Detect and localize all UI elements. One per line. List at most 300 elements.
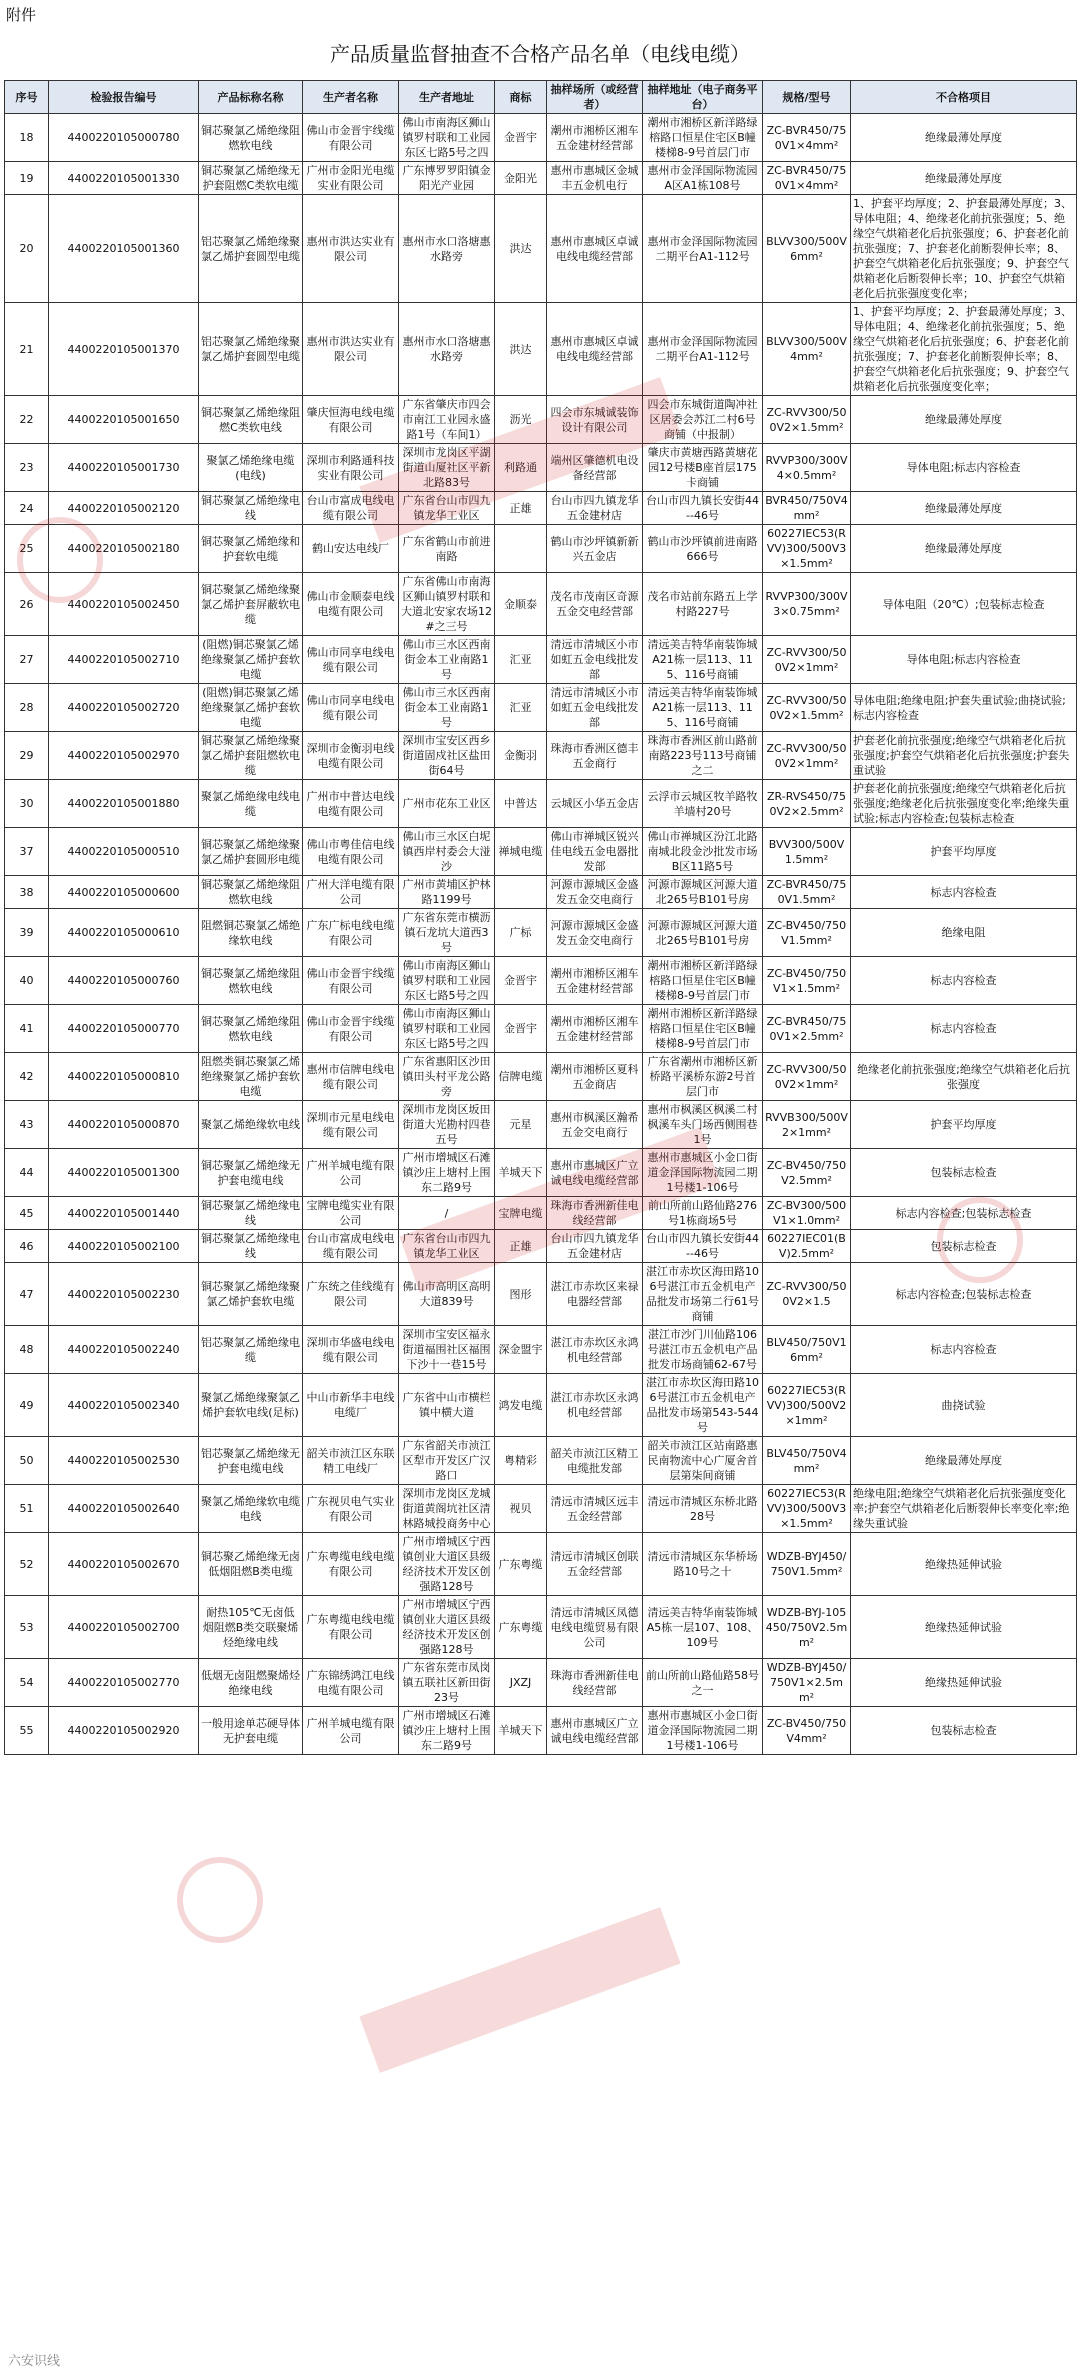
manufacturer-name: 广东统之佳线缆有限公司 <box>303 1263 399 1326</box>
row-number: 48 <box>5 1326 49 1374</box>
brand <box>495 876 547 909</box>
specification: ZC-RVV300/500V2×1.5mm² <box>763 396 851 444</box>
specification: ZC-BV450/750V2.5mm² <box>763 1149 851 1197</box>
report-number: 4400220105000600 <box>49 876 199 909</box>
sampling-address: 河源市源城区河源大道北265号B101号房 <box>643 909 763 957</box>
row-number: 42 <box>5 1053 49 1101</box>
specification: WDZB-BYJ450/750V1.5mm² <box>763 1533 851 1596</box>
sampling-address: 湛江市赤坎区海田路106号湛江市五金机电产品批发市场第543-544号 <box>643 1374 763 1437</box>
manufacturer-address: 广州市增城区石滩镇沙庄上塘村上围东二路9号 <box>399 1707 495 1755</box>
sampling-venue: 湛江市赤坎区永鸿机电经营部 <box>547 1326 643 1374</box>
manufacturer-name: 广州羊城电缆有限公司 <box>303 1707 399 1755</box>
report-number: 4400220105002710 <box>49 636 199 684</box>
report-number: 4400220105000770 <box>49 1005 199 1053</box>
product-name: 铜芯聚氯乙烯绝缘聚氯乙烯护套圆形电缆 <box>199 828 303 876</box>
manufacturer-address: 广东博罗罗阳镇金阳光产业园 <box>399 162 495 195</box>
manufacturer-address: 广州市黄埔区护林路1199号 <box>399 876 495 909</box>
report-number: 4400220105001370 <box>49 303 199 396</box>
specification: BLV450/750V4mm² <box>763 1437 851 1485</box>
sampling-address: 珠海市香洲区前山路前南路223号113号商铺之二 <box>643 732 763 780</box>
manufacturer-name: 佛山市同享电线电缆有限公司 <box>303 636 399 684</box>
defect-items: 绝缘最薄处厚度 <box>851 162 1077 195</box>
row-number: 28 <box>5 684 49 732</box>
table-row <box>5 444 1077 492</box>
row-number: 23 <box>5 444 49 492</box>
defect-items: 包装标志检查 <box>851 1230 1077 1263</box>
brand: 深金盟宇 <box>495 1326 547 1374</box>
sampling-venue: 清远市清城区创联五金经营部 <box>547 1533 643 1596</box>
attachment-label: 附件 <box>6 6 37 24</box>
specification: 60227IEC53(RVV)300/500V2×1mm² <box>763 1374 851 1437</box>
brand: 洪达 <box>495 303 547 396</box>
manufacturer-address: 广东省东莞市凤岗镇五联社区新田街23号 <box>399 1659 495 1707</box>
brand: 金阳光 <box>495 162 547 195</box>
defect-items: 标志内容检查 <box>851 957 1077 1005</box>
manufacturer-name: 广东锦绣鸿江电线电缆有限公司 <box>303 1659 399 1707</box>
table-row <box>5 1596 1077 1659</box>
defect-items: 标志内容检查;包装标志检查 <box>851 1197 1077 1230</box>
sampling-venue: 清远市清城区远丰五金经营部 <box>547 1485 643 1533</box>
sampling-venue: 茂名市茂南区奇源五金交电经营部 <box>547 573 643 636</box>
manufacturer-address: 广东省鹤山市前进南路 <box>399 525 495 573</box>
report-number: 4400220105000870 <box>49 1101 199 1149</box>
manufacturer-name: 广东粤缆电线电缆有限公司 <box>303 1596 399 1659</box>
sampling-venue: 湛江市赤坎区来禄电器经营部 <box>547 1263 643 1326</box>
manufacturer-address: 广东省中山市横栏镇中横大道 <box>399 1374 495 1437</box>
brand: 中普达 <box>495 780 547 828</box>
manufacturer-address: 深圳市宝安区福永街道福围社区福围下沙十一巷15号 <box>399 1326 495 1374</box>
table-row <box>5 732 1077 780</box>
sampling-address: 鹤山市沙坪镇前进南路666号 <box>643 525 763 573</box>
defect-items: 包装标志检查 <box>851 1707 1077 1755</box>
product-name: 铜芯聚氯乙烯绝缘阻燃软电线 <box>199 1005 303 1053</box>
product-name: 聚氯乙烯绝缘电缆(电线) <box>199 444 303 492</box>
sampling-venue: 河源市源城区金盛发五金交电商行 <box>547 909 643 957</box>
brand: 利路通 <box>495 444 547 492</box>
manufacturer-name: 佛山市金晋宇线缆有限公司 <box>303 114 399 162</box>
defect-items: 绝缘最薄处厚度 <box>851 525 1077 573</box>
sampling-address: 惠州市枫溪区枫溪二村枫溪车头门场西侧围巷1号 <box>643 1101 763 1149</box>
specification: RVVP300/300V4×0.5mm² <box>763 444 851 492</box>
wechat-caption: 六安识线 <box>8 2354 61 2369</box>
table-row <box>5 1374 1077 1437</box>
product-name: 铜芯聚氯乙烯绝缘电线 <box>199 492 303 525</box>
row-number: 50 <box>5 1437 49 1485</box>
col-header: 序号 <box>5 81 49 114</box>
table-row <box>5 957 1077 1005</box>
col-header: 抽样场所（或经营者） <box>547 81 643 114</box>
defect-items: 绝缘电阻;绝缘空气烘箱老化后抗张强度变化率;护套空气烘箱老化后断裂伸长率变化率;绝缘失重试验 <box>851 1485 1077 1533</box>
specification: BLVV300/500V6mm² <box>763 195 851 303</box>
row-number: 26 <box>5 573 49 636</box>
sampling-address: 潮州市湘桥区新洋路绿榕路口恒星住宅区B幢楼梯8-9号首层门市 <box>643 957 763 1005</box>
row-number: 52 <box>5 1533 49 1596</box>
sampling-venue: 惠州市惠城区金城丰五金机电行 <box>547 162 643 195</box>
brand: 金顺泰 <box>495 573 547 636</box>
manufacturer-name: 台山市富成电线电缆有限公司 <box>303 492 399 525</box>
sampling-venue: 河源市源城区金盛发五金交电商行 <box>547 876 643 909</box>
product-name: 耐热105℃无卤低烟阻燃B类交联聚烯烃绝缘电线 <box>199 1596 303 1659</box>
manufacturer-address: 广东省佛山市南海区狮山镇罗村联和大道北安家农场12#之三号 <box>399 573 495 636</box>
row-number: 27 <box>5 636 49 684</box>
col-header: 产品标称名称 <box>199 81 303 114</box>
specification: BLV450/750V16mm² <box>763 1326 851 1374</box>
table-row <box>5 1197 1077 1230</box>
defect-items: 绝缘热延伸试验 <box>851 1596 1077 1659</box>
table-row <box>5 1659 1077 1707</box>
defect-items: 标志内容检查 <box>851 1326 1077 1374</box>
report-number: 4400220105002770 <box>49 1659 199 1707</box>
product-name: 铜芯聚氯乙烯绝缘无护套电缆电线 <box>199 1149 303 1197</box>
row-number: 38 <box>5 876 49 909</box>
specification: ZC-BVR450/750V1.5mm² <box>763 876 851 909</box>
product-name: 低烟无卤阻燃聚烯烃绝缘电线 <box>199 1659 303 1707</box>
manufacturer-name: 肇庆恒海电线电缆有限公司 <box>303 396 399 444</box>
manufacturer-name: 鹤山安达电线厂 <box>303 525 399 573</box>
product-name: 铝芯聚氯乙烯绝缘无护套电缆电线 <box>199 1437 303 1485</box>
manufacturer-address: 深圳市宝安区西乡街道固戍社区盐田街64号 <box>399 732 495 780</box>
manufacturer-address: 佛山市南海区狮山镇罗村联和工业园东区七路5号之四 <box>399 114 495 162</box>
sampling-address: 清远市清城区东桥北路28号 <box>643 1485 763 1533</box>
row-number: 53 <box>5 1596 49 1659</box>
sampling-venue: 佛山市禅城区锐兴佳电线五金电器批发部 <box>547 828 643 876</box>
defect-items: 护套老化前抗张强度;绝缘空气烘箱老化后抗张强度;绝缘老化后抗张强度变化率;绝缘失重试验;标志内容检查;包装标志检查 <box>851 780 1077 828</box>
report-number: 4400220105002100 <box>49 1230 199 1263</box>
manufacturer-name: 深圳市利路通科技实业有限公司 <box>303 444 399 492</box>
manufacturer-name: 宝牌电缆实业有限公司 <box>303 1197 399 1230</box>
sampling-address: 清远美吉特华南装饰城A5栋一层107、108、109号 <box>643 1596 763 1659</box>
report-number: 4400220105001300 <box>49 1149 199 1197</box>
table-row <box>5 1053 1077 1101</box>
table-row <box>5 525 1077 573</box>
brand: 金晋宇 <box>495 1005 547 1053</box>
manufacturer-name: 广东广标电线电缆有限公司 <box>303 909 399 957</box>
specification: 60227IEC53(RVV)300/500V3×1.5mm² <box>763 525 851 573</box>
table-row <box>5 396 1077 444</box>
product-name: (阻燃)铜芯聚氯乙烯绝缘聚氯乙烯护套软电缆 <box>199 636 303 684</box>
specification: RVVP300/300V3×0.75mm² <box>763 573 851 636</box>
brand <box>495 525 547 573</box>
row-number: 22 <box>5 396 49 444</box>
brand: 视贝 <box>495 1485 547 1533</box>
specification: ZC-RVV300/500V2×1.5 <box>763 1263 851 1326</box>
report-number: 4400220105001330 <box>49 162 199 195</box>
col-header: 抽样地址（电子商务平台） <box>643 81 763 114</box>
brand: 正雄 <box>495 1230 547 1263</box>
product-name: 铝芯聚氯乙烯绝缘电缆 <box>199 1326 303 1374</box>
row-number: 18 <box>5 114 49 162</box>
specification: ZC-BVR450/750V1×4mm² <box>763 114 851 162</box>
table-row <box>5 162 1077 195</box>
manufacturer-name: 广东粤缆电线电缆有限公司 <box>303 1533 399 1596</box>
sampling-address: 清远市清城区东华桥场路10号之十 <box>643 1533 763 1596</box>
brand: 金晋宇 <box>495 957 547 1005</box>
product-name: 铝芯聚氯乙烯绝缘聚氯乙烯护套圆型电缆 <box>199 195 303 303</box>
report-number: 4400220105002720 <box>49 684 199 732</box>
manufacturer-name: 佛山市金晋宇线缆有限公司 <box>303 957 399 1005</box>
manufacturer-address: 惠州市水口洛塘惠水路旁 <box>399 195 495 303</box>
sampling-address: 湛江市沙门川仙路106号湛江市五金机电产品批发市场商铺62-67号 <box>643 1326 763 1374</box>
manufacturer-address: 广州市增城区石滩镇沙庄上塘村上围东二路9号 <box>399 1149 495 1197</box>
col-header: 商标 <box>495 81 547 114</box>
row-number: 20 <box>5 195 49 303</box>
report-number: 4400220105002700 <box>49 1596 199 1659</box>
defect-items: 绝缘电阻 <box>851 909 1077 957</box>
report-number: 4400220105002180 <box>49 525 199 573</box>
row-number: 40 <box>5 957 49 1005</box>
noncompliant-products-table <box>4 80 1077 1755</box>
sampling-address: 惠州市惠城区小金口街道金泽国际物流园二期1号楼1-106号 <box>643 1707 763 1755</box>
report-number: 4400220105002240 <box>49 1326 199 1374</box>
table-row <box>5 114 1077 162</box>
specification: ZC-BV450/750V4mm² <box>763 1707 851 1755</box>
table-header-row <box>5 81 1077 114</box>
defect-items: 护套老化前抗张强度;绝缘空气烘箱老化后抗张强度;护套空气烘箱老化后抗张强度;护套失重试验 <box>851 732 1077 780</box>
brand: 广东粤缆 <box>495 1533 547 1596</box>
defect-items: 护套平均厚度 <box>851 828 1077 876</box>
sampling-venue: 端州区肇德机电设备经营部 <box>547 444 643 492</box>
product-name: (阻燃)铜芯聚氯乙烯绝缘聚氯乙烯护套软电缆 <box>199 684 303 732</box>
brand: 沥光 <box>495 396 547 444</box>
brand: 羊城天下 <box>495 1149 547 1197</box>
row-number: 47 <box>5 1263 49 1326</box>
manufacturer-address: 广东省东莞市横沥镇石龙坑大道西3号 <box>399 909 495 957</box>
product-name: 铜芯聚氯乙烯绝缘阻燃C类软电线 <box>199 396 303 444</box>
manufacturer-name: 深圳市金衡羽电线电缆有限公司 <box>303 732 399 780</box>
brand: 广东粤缆 <box>495 1596 547 1659</box>
product-name: 铜芯聚氯乙烯绝缘聚氯乙烯护套阻燃软电缆 <box>199 732 303 780</box>
sampling-venue: 四会市东城诚装饰设计有限公司 <box>547 396 643 444</box>
report-number: 4400220105002230 <box>49 1263 199 1326</box>
table-row <box>5 1263 1077 1326</box>
row-number: 51 <box>5 1485 49 1533</box>
sampling-address: 广东省潮州市湘桥区新桥路平溪桥东游2号首层门市 <box>643 1053 763 1101</box>
defect-items: 标志内容检查;包装标志检查 <box>851 1263 1077 1326</box>
sampling-address: 湛江市赤坎区海田路106号湛江市五金机电产品批发市场第二行61号商铺 <box>643 1263 763 1326</box>
defect-items: 绝缘最薄处厚度 <box>851 396 1077 444</box>
row-number: 41 <box>5 1005 49 1053</box>
sampling-venue: 台山市四九镇龙华五金建材店 <box>547 492 643 525</box>
sampling-venue: 潮州市湘桥区湘车五金建材经营部 <box>547 1005 643 1053</box>
report-number: 4400220105001650 <box>49 396 199 444</box>
brand: JXZJ <box>495 1659 547 1707</box>
table-row <box>5 636 1077 684</box>
manufacturer-address: 佛山市高明区高明大道839号 <box>399 1263 495 1326</box>
manufacturer-name: 广东视贝电气实业有限公司 <box>303 1485 399 1533</box>
sampling-venue: 云城区小华五金店 <box>547 780 643 828</box>
sampling-venue: 惠州市惠城区卓诚电线电缆经营部 <box>547 195 643 303</box>
sampling-address: 潮州市湘桥区新洋路绿榕路口恒星住宅区B幢楼梯8-9号首层门市 <box>643 1005 763 1053</box>
specification: BVR450/750V4mm² <box>763 492 851 525</box>
table-row <box>5 1326 1077 1374</box>
row-number: 43 <box>5 1101 49 1149</box>
report-number: 4400220105001440 <box>49 1197 199 1230</box>
sampling-venue: 珠海市香洲新佳电线经营部 <box>547 1197 643 1230</box>
row-number: 44 <box>5 1149 49 1197</box>
row-number: 55 <box>5 1707 49 1755</box>
manufacturer-name: 惠州市洪达实业有限公司 <box>303 195 399 303</box>
report-number: 4400220105002640 <box>49 1485 199 1533</box>
sampling-address: 惠州市金泽国际物流园A区A1栋108号 <box>643 162 763 195</box>
manufacturer-name: 广州羊城电缆有限公司 <box>303 1149 399 1197</box>
table-row <box>5 1485 1077 1533</box>
row-number: 24 <box>5 492 49 525</box>
sampling-address: 四会市东城街道陶冲社区居委会苏江二村6号商铺（中报制） <box>643 396 763 444</box>
table-row <box>5 780 1077 828</box>
row-number: 49 <box>5 1374 49 1437</box>
table-row <box>5 1533 1077 1596</box>
manufacturer-address: 广东省肇庆市四会市南江工业园永盛路1号（车间1） <box>399 396 495 444</box>
specification: ZC-RVV300/500V2×1.5mm² <box>763 684 851 732</box>
table-row <box>5 1005 1077 1053</box>
defect-items: 绝缘最薄处厚度 <box>851 492 1077 525</box>
row-number: 19 <box>5 162 49 195</box>
product-name: 铜芯聚氯乙烯绝缘阻燃软电线 <box>199 876 303 909</box>
specification: ZC-RVV300/500V2×1mm² <box>763 732 851 780</box>
product-name: 阻燃铜芯聚氯乙烯绝缘软电线 <box>199 909 303 957</box>
sampling-venue: 韶关市浈江区精工电缆批发部 <box>547 1437 643 1485</box>
report-number: 4400220105002120 <box>49 492 199 525</box>
sampling-address: 河源市源城区河源大道北265号B101号房 <box>643 876 763 909</box>
brand: 元星 <box>495 1101 547 1149</box>
row-number: 29 <box>5 732 49 780</box>
sampling-venue: 湛江市赤坎区永鸿机电经营部 <box>547 1374 643 1437</box>
report-number: 4400220105001360 <box>49 195 199 303</box>
brand: 洪达 <box>495 195 547 303</box>
brand: 金晋宇 <box>495 114 547 162</box>
sampling-venue: 清远市清城区小市如虹五金电线批发部 <box>547 636 643 684</box>
sampling-venue: 惠州市惠城区广立诚电线电缆经营部 <box>547 1149 643 1197</box>
manufacturer-address: 广州市花东工业区 <box>399 780 495 828</box>
specification: ZC-BV450/750V1×1.5mm² <box>763 957 851 1005</box>
manufacturer-name: 佛山市粤佳信电线电缆有限公司 <box>303 828 399 876</box>
table-row <box>5 876 1077 909</box>
manufacturer-address: 深圳市龙岗区坂田街道大光勘村四巷五号 <box>399 1101 495 1149</box>
sampling-address: 清远美吉特华南装饰城A21栋一层113、115、116号商铺 <box>643 684 763 732</box>
manufacturer-address: 广东省韶关市浈江区犁市开发区广汉路口 <box>399 1437 495 1485</box>
specification: RVVB300/500V2×1mm² <box>763 1101 851 1149</box>
defect-items: 1、护套平均厚度；2、护套最薄处厚度；3、导体电阻；4、绝缘老化前抗张强度；5、绝缘空气烘箱老化后抗张强度；6、护套老化前抗张强度；7、护套老化前断裂伸长率；8、护套空气烘箱老化后抗张强度；9、护套空气烘箱老化后抗张强度变化率； <box>851 303 1077 396</box>
specification: ZC-RVV300/500V2×1mm² <box>763 1053 851 1101</box>
product-name: 铜芯聚氯乙烯绝缘阻燃软电线 <box>199 114 303 162</box>
product-name: 铝芯聚氯乙烯绝缘聚氯乙烯护套圆型电缆 <box>199 303 303 396</box>
sampling-venue: 惠州市惠城区广立诚电线电缆经营部 <box>547 1707 643 1755</box>
brand: 汇亚 <box>495 684 547 732</box>
table-row <box>5 1101 1077 1149</box>
product-name: 聚氯乙烯绝缘电线电缆 <box>199 780 303 828</box>
brand: 鸿发电缆 <box>495 1374 547 1437</box>
manufacturer-address: 广州市增城区宁西镇创业大道区县级经济技术开发区创强路128号 <box>399 1596 495 1659</box>
specification: ZC-BV450/750V1.5mm² <box>763 909 851 957</box>
sampling-venue: 清远市清城区凤德电线电缆贸易有限公司 <box>547 1596 643 1659</box>
defect-items: 导体电阻（20℃）;包装标志检查 <box>851 573 1077 636</box>
report-number: 4400220105000760 <box>49 957 199 1005</box>
manufacturer-name: 广州市中普达电线电缆有限公司 <box>303 780 399 828</box>
table-row <box>5 492 1077 525</box>
manufacturer-address: 广东省台山市四九镇龙华工业区 <box>399 1230 495 1263</box>
manufacturer-name: 深圳市华盛电线电缆有限公司 <box>303 1326 399 1374</box>
sampling-address: 台山市四九镇长安街44--46号 <box>643 492 763 525</box>
brand: 禅城电缆 <box>495 828 547 876</box>
table-row <box>5 573 1077 636</box>
defect-items: 绝缘热延伸试验 <box>851 1659 1077 1707</box>
report-number: 4400220105002450 <box>49 573 199 636</box>
brand: 图形 <box>495 1263 547 1326</box>
manufacturer-name: 佛山市金顺泰电线电缆有限公司 <box>303 573 399 636</box>
report-number: 4400220105002970 <box>49 732 199 780</box>
manufacturer-name: 中山市新华丰电线电缆厂 <box>303 1374 399 1437</box>
table-row <box>5 684 1077 732</box>
product-name: 铜芯聚氯乙烯绝缘电线 <box>199 1197 303 1230</box>
brand: 宝牌电缆 <box>495 1197 547 1230</box>
col-header: 检验报告编号 <box>49 81 199 114</box>
col-header: 生产者地址 <box>399 81 495 114</box>
sampling-venue: 惠州市惠城区卓诚电线电缆经营部 <box>547 303 643 396</box>
row-number: 45 <box>5 1197 49 1230</box>
sampling-venue: 珠海市香洲新佳电线经营部 <box>547 1659 643 1707</box>
manufacturer-name: 台山市富成电线电缆有限公司 <box>303 1230 399 1263</box>
specification: WDZB-BYJ450/750V1×2.5mm² <box>763 1659 851 1707</box>
sampling-venue: 鹤山市沙坪镇新新兴五金店 <box>547 525 643 573</box>
manufacturer-name: 广州大洋电缆有限公司 <box>303 876 399 909</box>
defect-items: 绝缘最薄处厚度 <box>851 1437 1077 1485</box>
report-number: 4400220105000780 <box>49 114 199 162</box>
sampling-venue: 潮州市湘桥区湘车五金建材经营部 <box>547 114 643 162</box>
table-row <box>5 303 1077 396</box>
table-row <box>5 1149 1077 1197</box>
manufacturer-address: 广州市增城区宁西镇创业大道区县级经济技术开发区创强路128号 <box>399 1533 495 1596</box>
row-number: 39 <box>5 909 49 957</box>
report-number: 4400220105001880 <box>49 780 199 828</box>
specification: BLVV300/500V4mm² <box>763 303 851 396</box>
manufacturer-name: 惠州市洪达实业有限公司 <box>303 303 399 396</box>
report-number: 4400220105000810 <box>49 1053 199 1101</box>
manufacturer-address: 广东省台山市四九镇龙华工业区 <box>399 492 495 525</box>
manufacturer-address: 佛山市南海区狮山镇罗村联和工业园东区七路5号之四 <box>399 1005 495 1053</box>
sampling-address: 韶关市浈江区站南路惠民南物流中心广厦舍首层第柒间商铺 <box>643 1437 763 1485</box>
sampling-venue: 台山市四九镇龙华五金建材店 <box>547 1230 643 1263</box>
manufacturer-name: 韶关市浈江区东联精工电线厂 <box>303 1437 399 1485</box>
specification: ZC-BVR450/750V1×2.5mm² <box>763 1005 851 1053</box>
table-row <box>5 1437 1077 1485</box>
sampling-address: 云浮市云城区牧羊路牧羊墙村20号 <box>643 780 763 828</box>
defect-items: 绝缘老化前抗张强度;绝缘空气烘箱老化后抗张强度 <box>851 1053 1077 1101</box>
specification: ZC-RVV300/500V2×1mm² <box>763 636 851 684</box>
brand: 金衡羽 <box>495 732 547 780</box>
brand: 正雄 <box>495 492 547 525</box>
product-name: 铜芯聚氯乙烯绝缘阻燃软电线 <box>199 957 303 1005</box>
sampling-address: 前山所前山路仙路58号之一 <box>643 1659 763 1707</box>
sampling-address: 潮州市湘桥区新洋路绿榕路口恒星住宅区B幢楼梯8-9号首层门市 <box>643 114 763 162</box>
sampling-venue: 清远市清城区小市如虹五金电线批发部 <box>547 684 643 732</box>
sampling-address: 前山所前山路仙路276号1栋商场5号 <box>643 1197 763 1230</box>
brand: 广标 <box>495 909 547 957</box>
manufacturer-address: 佛山市三水区西南街金本工业南路1号 <box>399 684 495 732</box>
manufacturer-address: 深圳市龙岗区平湖街道山厦社区平新北路83号 <box>399 444 495 492</box>
table-row <box>5 909 1077 957</box>
sampling-address: 惠州市金泽国际物流园二期平台A1-112号 <box>643 195 763 303</box>
manufacturer-name: 广州市金阳光电缆实业有限公司 <box>303 162 399 195</box>
sampling-address: 佛山市禅城区汾江北路南城北段金沙批发市场B区11路5号 <box>643 828 763 876</box>
product-name: 聚氯乙烯绝缘软电线 <box>199 1101 303 1149</box>
row-number: 46 <box>5 1230 49 1263</box>
page-title: 产品质量监督抽查不合格产品名单（电线电缆） <box>330 42 750 66</box>
manufacturer-name: 佛山市金晋宇线缆有限公司 <box>303 1005 399 1053</box>
table-row <box>5 195 1077 303</box>
table-row <box>5 1230 1077 1263</box>
sampling-venue: 潮州市湘桥区夏科五金商店 <box>547 1053 643 1101</box>
defect-items: 绝缘最薄处厚度 <box>851 114 1077 162</box>
